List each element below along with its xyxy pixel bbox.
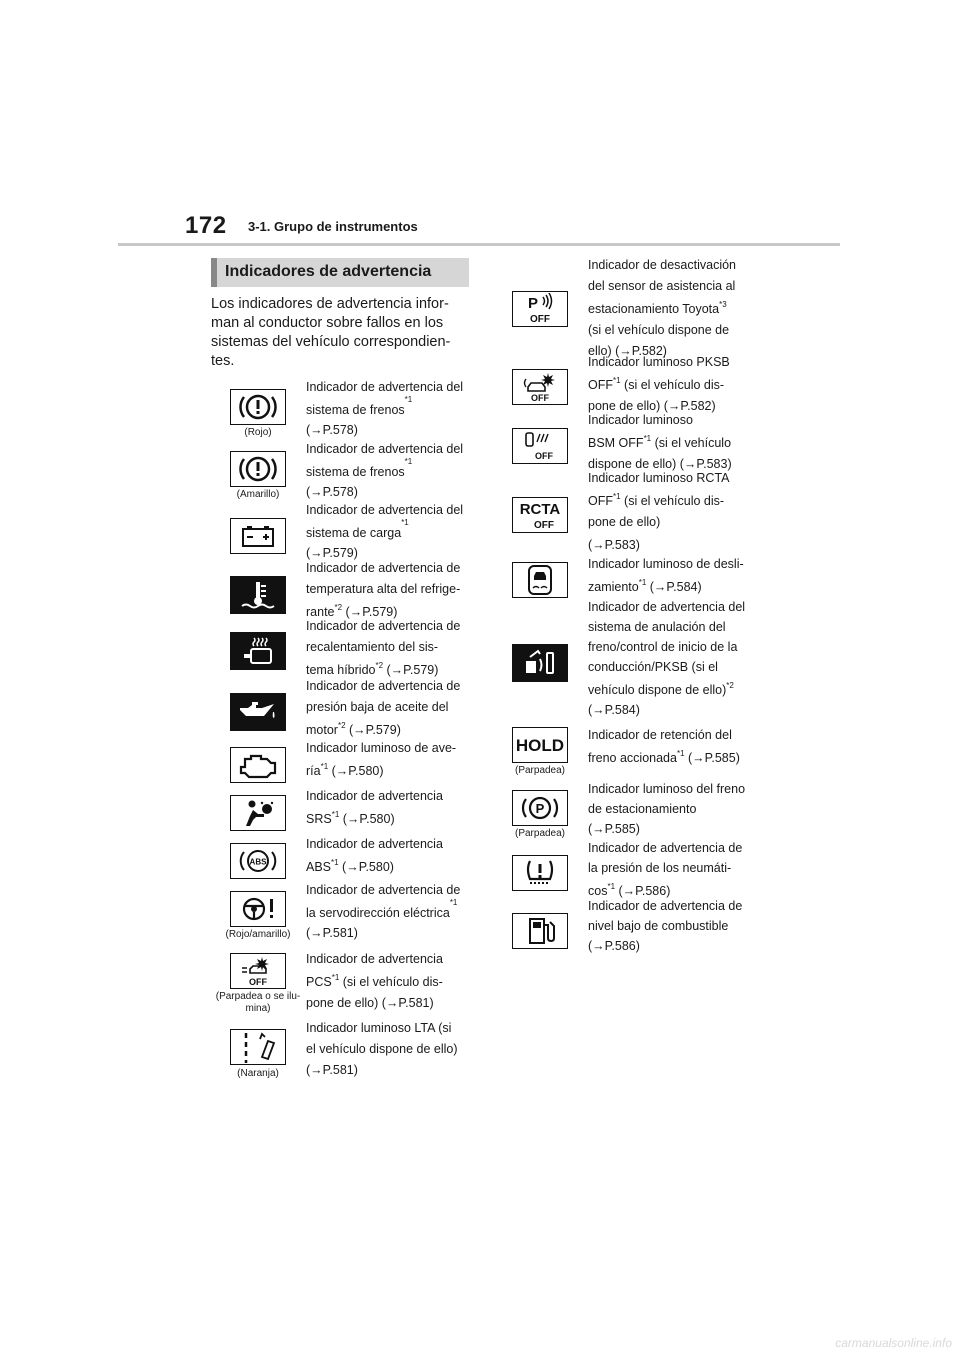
- pcs-off-icon: [230, 953, 286, 989]
- indicator-description: Indicador luminoso del freno de estacionamiento (→P.585): [588, 782, 746, 836]
- parking-sensor-off-icon: [512, 291, 568, 327]
- indicator-description: Indicador luminoso RCTA OFF$^{*1}$ (si el vehículo dis- pone de ello) (→P.583): [588, 471, 730, 552]
- rcta-off-icon: [512, 497, 568, 533]
- indicator-description: Indicador de advertencia de la presión de los neumáti- $\cos^{*1} (\to P.586)$: [588, 841, 743, 898]
- coolant-temperature-icon: [230, 576, 286, 614]
- hold-icon: [512, 727, 568, 763]
- battery-icon: [230, 518, 286, 554]
- svg-text:OFF: OFF: [530, 314, 550, 325]
- low-fuel-icon: [512, 913, 568, 949]
- indicator-description: Indicador luminoso PKSB OFF$^{*1}$ (si el vehículo dis- pone de ello) (→P.582): [588, 355, 730, 413]
- bsm-off-icon: [512, 428, 568, 464]
- indicator-caption: (Parpadea): [514, 765, 566, 776]
- oil-pressure-icon: [230, 693, 286, 731]
- indicator-description: Indicador de desactivación del sensor de asistencia al estacionamiento Toyota$^{*3}$ (si el vehículo dispone de ello) (→P.582): [588, 258, 737, 358]
- page-number: 172: [185, 212, 227, 239]
- lta-icon: [230, 1029, 286, 1065]
- pksb-off-icon: [512, 369, 568, 405]
- indicator-description: Indicador de advertencia de temperatura alta del refrige- rante$^{*2}$ (→P.579): [306, 561, 461, 619]
- check-engine-icon: [230, 747, 286, 783]
- indicator-caption: (Rojo/amarillo): [225, 929, 291, 940]
- indicator-caption: (Parpadea): [514, 828, 566, 839]
- indicator-description: Indicador de advertencia del sistema de carga$^{^{*1}}$ (→P.579): [306, 503, 464, 560]
- heading-text: Indicadores de advertencia: [225, 263, 432, 280]
- section-title: 3-1. Grupo de instrumentos: [248, 219, 418, 234]
- indicator-description: Indicador luminoso BSM OFF$^{*1}$ (si el vehículo dispone de ello) (→P.583): [588, 413, 732, 471]
- indicator-caption: (Naranja): [237, 1068, 279, 1079]
- indicator-description: Indicador de advertencia SRS$^{*1}$ (→P.580): [306, 789, 443, 826]
- brake-override-icon: [512, 644, 568, 682]
- section-heading: [211, 258, 469, 287]
- brake-warning-icon: [230, 389, 286, 425]
- indicator-description: Indicador luminoso LTA (si el vehículo dispone de ello) (→P.581): [306, 1021, 458, 1077]
- svg-text:HOLD: HOLD: [515, 736, 565, 755]
- hybrid-overheat-icon: [230, 632, 286, 670]
- indicator-caption: (Amarillo): [236, 489, 280, 500]
- parking-brake-icon: [512, 790, 568, 826]
- indicator-description: Indicador de advertencia de la servodirección eléctrica$^{^{*1}}$ (→P.581): [306, 883, 461, 940]
- indicator-description: Indicador de advertencia del sistema de frenos$^{^{*1}}$ (→P.578): [306, 380, 464, 437]
- indicator-caption: (Parpadea o se ilu-mina): [215, 991, 301, 1014]
- indicator-description: Indicador de advertencia ABS$^{*1}$ (→P.580): [306, 837, 443, 874]
- power-steering-icon: [230, 891, 286, 927]
- indicator-description: Indicador luminoso de ave- ría$^{*1}$ (→P.580): [306, 741, 457, 778]
- watermark: carmanualsonline.info: [835, 1336, 952, 1350]
- indicator-description: Indicador de advertencia de nivel bajo de combustible (→P.586): [588, 899, 743, 953]
- svg-text:P: P: [527, 295, 539, 312]
- svg-text:P: P: [535, 801, 545, 816]
- indicator-description: Indicador de advertencia de recalentamiento del sis- tema híbrido$^{*2}$ (→P.579): [306, 619, 461, 677]
- slip-indicator-icon: [512, 562, 568, 598]
- indicator-description: Indicador de advertencia del sistema de frenos$^{^{*1}}$ (→P.578): [306, 442, 464, 499]
- intro-paragraph: Los indicadores de advertencia infor-man al conductor sobre fallos en los sistemas del vehículo correspondien-tes.: [211, 296, 451, 369]
- airbag-icon: [230, 795, 286, 831]
- indicator-description: Indicador de advertencia de presión baja de aceite del motor$^{*2}$ (→P.579): [306, 679, 461, 737]
- brake-warning-icon: [230, 451, 286, 487]
- indicator-description: Indicador de advertencia PCS$^{*1}$ (si el vehículo dis- pone de ello) (→P.581): [306, 952, 443, 1010]
- svg-text:RCTA: RCTA: [519, 501, 561, 518]
- svg-text:OFF: OFF: [531, 393, 549, 403]
- abs-icon: [230, 843, 286, 879]
- svg-text:OFF: OFF: [535, 451, 553, 461]
- tire-pressure-icon: [512, 855, 568, 891]
- indicator-description: Indicador luminoso de desli- zamiento$^{*1}$ (→P.584): [588, 557, 744, 594]
- header-rule: [118, 243, 840, 246]
- svg-text:ABS: ABS: [249, 857, 267, 867]
- indicator-description: Indicador de advertencia del sistema de anulación del freno/control de inicio de la conducción/PKSB (si el vehículo dispone de ello)$^{*2}$ (→P.584): [588, 600, 746, 717]
- indicator-description: Indicador de retención del freno accionada$^{*1}$ (→P.585): [588, 728, 740, 765]
- indicator-caption: (Rojo): [244, 427, 272, 438]
- svg-text:OFF: OFF: [534, 520, 554, 531]
- svg-text:OFF: OFF: [249, 977, 267, 987]
